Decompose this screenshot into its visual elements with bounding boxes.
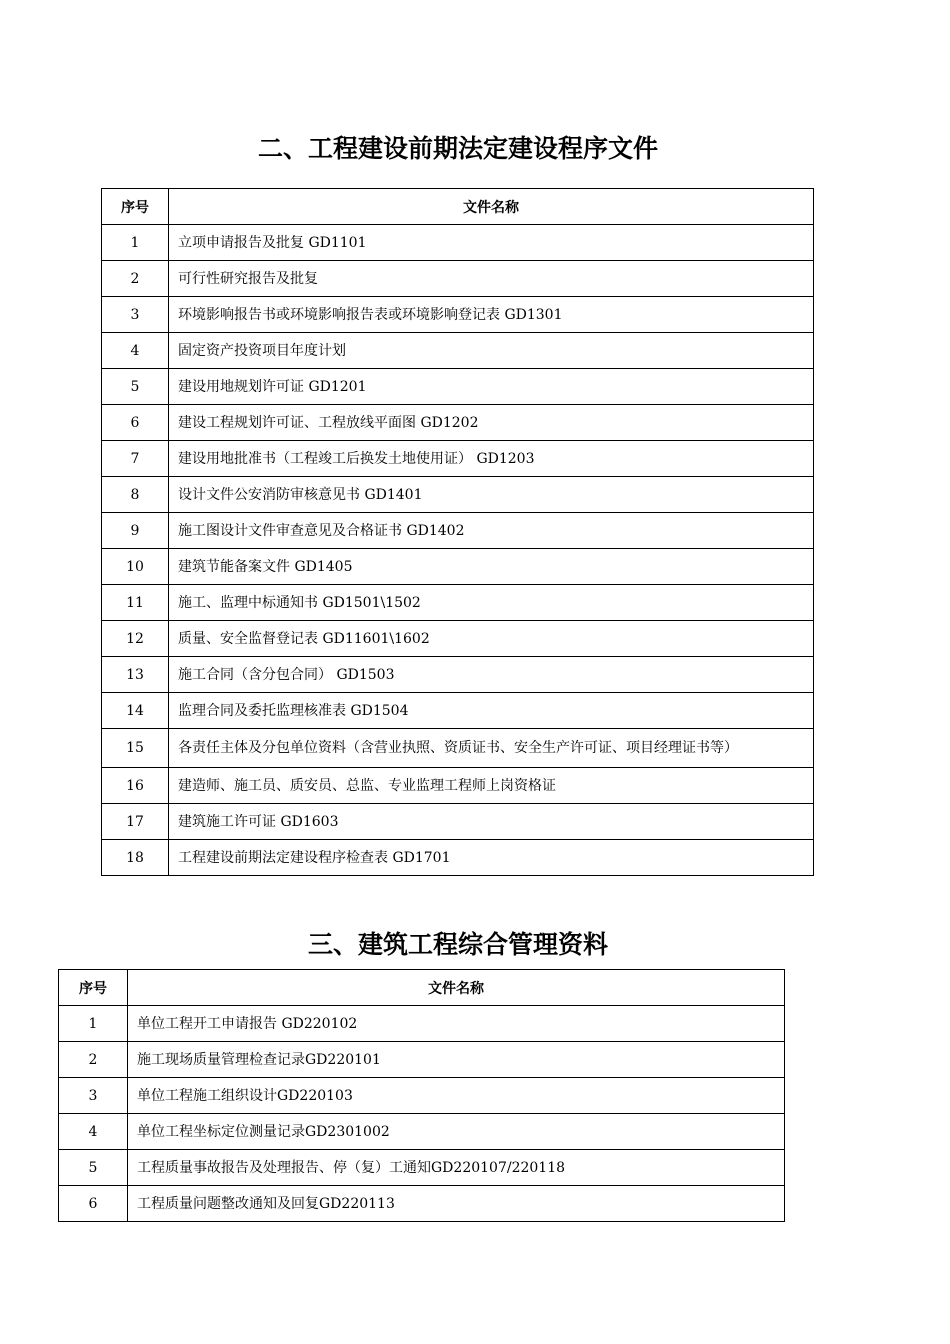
table-row [102,261,814,297]
document-name: 施工、监理中标通知书 GD1501\1502 [169,585,814,621]
document-name: 建设工程规划许可证、工程放线平面图 GD1202 [169,405,814,441]
table-row [59,1078,785,1114]
pre-construction-documents-table [101,188,814,876]
document-name: 单位工程施工组织设计GD220103 [128,1078,785,1114]
row-number: 7 [102,441,169,477]
table-row [102,768,814,804]
table-row [102,729,814,768]
table-header-row [102,189,814,225]
table-row [102,513,814,549]
document-name: 单位工程开工申请报告 GD220102 [128,1006,785,1042]
table-row [102,621,814,657]
document-name: 建造师、施工员、质安员、总监、专业监理工程师上岗资格证 [169,768,814,804]
document-name: 施工现场质量管理检查记录GD220101 [128,1042,785,1078]
document-name: 质量、安全监督登记表 GD11601\1602 [169,621,814,657]
table-row [102,549,814,585]
document-name: 施工合同（含分包合同） GD1503 [169,657,814,693]
row-number: 9 [102,513,169,549]
table-header-row [59,970,785,1006]
row-number: 16 [102,768,169,804]
document-name: 固定资产投资项目年度计划 [169,333,814,369]
column-header-no: 序号 [102,189,169,225]
document-name: 监理合同及委托监理核准表 GD1504 [169,693,814,729]
document-name: 立项申请报告及批复 GD1101 [169,225,814,261]
table-row [59,1042,785,1078]
document-name: 建设用地规划许可证 GD1201 [169,369,814,405]
table-row [102,333,814,369]
row-number: 18 [102,840,169,876]
table-row [102,441,814,477]
table-row [102,585,814,621]
table-row [102,405,814,441]
row-number: 4 [59,1114,128,1150]
row-number: 3 [102,297,169,333]
row-number: 10 [102,549,169,585]
row-number: 6 [102,405,169,441]
table-row [102,477,814,513]
table-row [59,1186,785,1222]
table-row [102,693,814,729]
document-name: 单位工程坐标定位测量记录GD2301002 [128,1114,785,1150]
table-row [102,804,814,840]
row-number: 6 [59,1186,128,1222]
row-number: 5 [102,369,169,405]
document-name: 建设用地批准书（工程竣工后换发土地使用证） GD1203 [169,441,814,477]
document-name: 设计文件公安消防审核意见书 GD1401 [169,477,814,513]
document-name: 工程质量问题整改通知及回复GD220113 [128,1186,785,1222]
column-header-name: 文件名称 [169,189,814,225]
row-number: 1 [102,225,169,261]
row-number: 11 [102,585,169,621]
table-row [102,369,814,405]
document-name: 建筑节能备案文件 GD1405 [169,549,814,585]
management-documents-table [58,969,785,1222]
row-number: 17 [102,804,169,840]
column-header-no: 序号 [59,970,128,1006]
row-number: 8 [102,477,169,513]
row-number: 1 [59,1006,128,1042]
row-number: 5 [59,1150,128,1186]
document-name: 工程质量事故报告及处理报告、停（复）工通知GD220107/220118 [128,1150,785,1186]
document-name: 建筑施工许可证 GD1603 [169,804,814,840]
row-number: 14 [102,693,169,729]
table-row [59,1114,785,1150]
table-row [102,840,814,876]
row-number: 2 [59,1042,128,1078]
document-name: 工程建设前期法定建设程序检查表 GD1701 [169,840,814,876]
document-name: 可行性研究报告及批复 [169,261,814,297]
section-title-pre-construction: 二、工程建设前期法定建设程序文件 [257,134,658,163]
document-name: 环境影响报告书或环境影响报告表或环境影响登记表 GD1301 [169,297,814,333]
row-number: 13 [102,657,169,693]
table-row [102,657,814,693]
table-row [102,225,814,261]
column-header-name: 文件名称 [128,970,785,1006]
document-name: 各责任主体及分包单位资料（含营业执照、资质证书、安全生产许可证、项目经理证书等） [169,729,814,768]
table-row [59,1006,785,1042]
document-name: 施工图设计文件审查意见及合格证书 GD1402 [169,513,814,549]
row-number: 12 [102,621,169,657]
row-number: 15 [102,729,169,768]
row-number: 2 [102,261,169,297]
row-number: 4 [102,333,169,369]
table-row [102,297,814,333]
row-number: 3 [59,1078,128,1114]
table-row [59,1150,785,1186]
section-title-management: 三、建筑工程综合管理资料 [307,930,608,959]
